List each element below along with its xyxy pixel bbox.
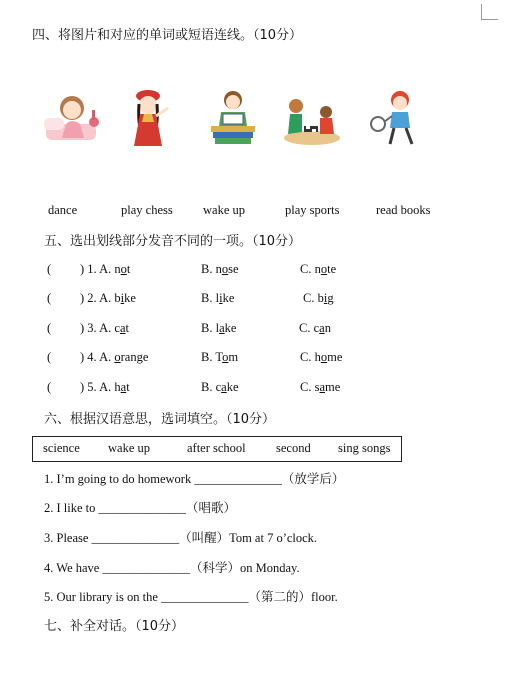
option-b: B. Tom: [201, 350, 239, 364]
fill-sentence-3: 3. Please ______________（叫醒）Tom at 7 o’clock.: [44, 531, 318, 545]
read-books-icon: [203, 88, 263, 148]
question-5: ) 5. A. hat: [80, 380, 130, 394]
match-word-dance: dance: [48, 203, 78, 217]
section5-title: 五、选出划线部分发音不同的一项。（10分）: [44, 234, 302, 249]
fill-sentence-2: 2. I like to ______________（唱歌）: [44, 501, 237, 515]
section6-title: 六、根据汉语意思，选词填空。（10分）: [44, 412, 276, 427]
match-word-play-sports: play sports: [285, 203, 340, 217]
play-chess-icon: [280, 88, 340, 148]
word-bank-item: wake up: [108, 441, 150, 455]
word-bank-item: science: [43, 441, 80, 455]
word-bank-box: [32, 436, 402, 462]
option-b: B. cake: [201, 380, 239, 394]
page-corner-mark: [481, 4, 498, 20]
fill-blank[interactable]: ______________: [91, 531, 180, 545]
answer-paren-open[interactable]: (: [47, 291, 52, 305]
section7-title: 七、补全对话。（10分）: [44, 619, 185, 634]
option-c: C. big: [303, 291, 334, 305]
fill-blank[interactable]: ______________: [102, 561, 190, 575]
dance-icon: [120, 88, 180, 148]
word-bank-item: sing songs: [338, 441, 391, 455]
answer-paren-open[interactable]: (: [47, 380, 52, 394]
option-c: C. home: [300, 350, 343, 364]
fill-sentence-1: 1. I’m going to do homework ______________（放学后）: [44, 472, 345, 486]
section4-title: 四、将图片和对应的单词或短语连线。（10分）: [32, 28, 303, 43]
answer-paren-open[interactable]: (: [47, 350, 52, 364]
word-bank-item: after school: [187, 441, 246, 455]
option-b: B. nose: [201, 262, 239, 276]
fill-blank[interactable]: ______________: [194, 472, 282, 486]
option-b: B. like: [201, 291, 235, 305]
option-c: C. same: [300, 380, 341, 394]
play-sports-icon: [368, 88, 428, 148]
option-b: B. lake: [201, 321, 237, 335]
word-bank-item: second: [276, 441, 311, 455]
question-4: ) 4. A. orange: [80, 350, 149, 364]
answer-paren-open[interactable]: (: [47, 262, 52, 276]
fill-blank[interactable]: ______________: [98, 501, 187, 515]
match-word-wake-up: wake up: [203, 203, 245, 217]
question-1: ) 1. A. not: [80, 262, 131, 276]
fill-sentence-5: 5. Our library is on the ______________（第二的）floor.: [44, 590, 338, 604]
question-2: ) 2. A. bike: [80, 291, 136, 305]
answer-paren-open[interactable]: (: [47, 321, 52, 335]
fill-sentence-4: 4. We have ______________（科学）on Monday.: [44, 561, 300, 575]
fill-blank[interactable]: ______________: [161, 590, 249, 604]
option-c: C. note: [300, 262, 337, 276]
question-3: ) 3. A. cat: [80, 321, 129, 335]
match-word-play-chess: play chess: [121, 203, 173, 217]
option-c: C. can: [299, 321, 331, 335]
wake-up-icon: [44, 88, 104, 148]
match-word-read-books: read books: [376, 203, 431, 217]
